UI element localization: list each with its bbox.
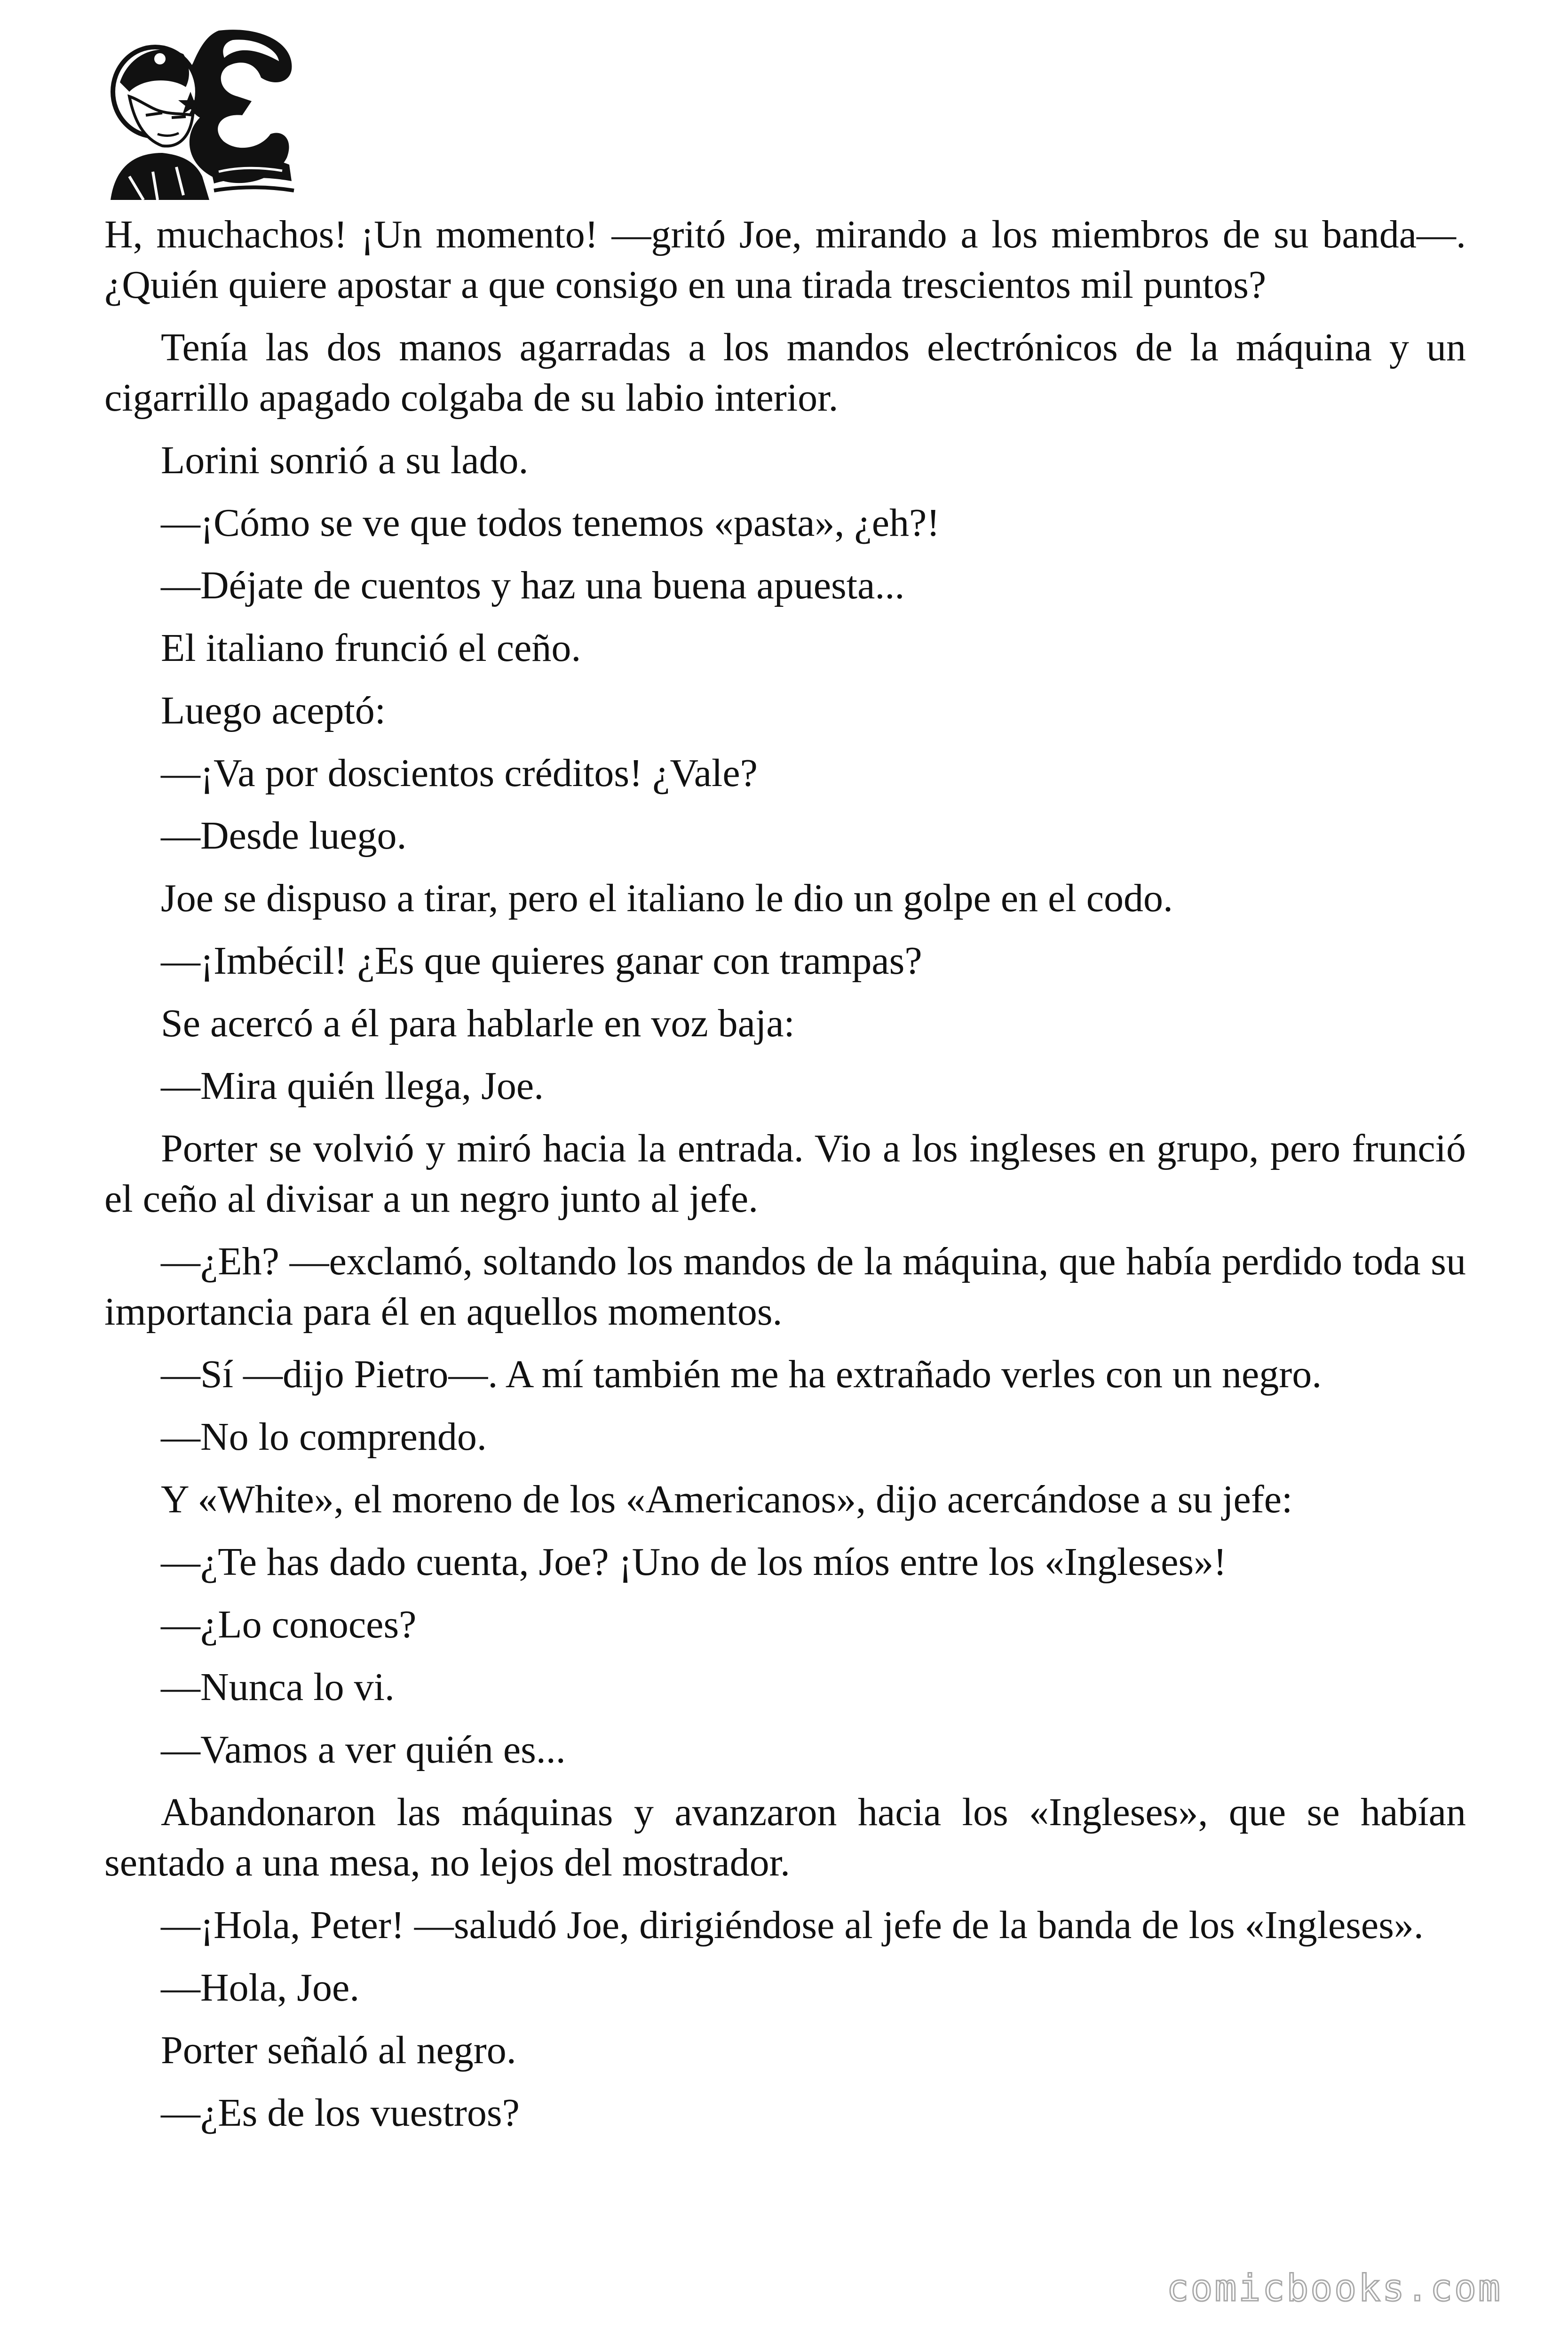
- paragraph: Luego aceptó:: [161, 689, 386, 732]
- paragraph: —¿Lo conoces?: [161, 1603, 417, 1646]
- paragraph: El italiano frunció el ceño.: [161, 626, 581, 670]
- body-text: [104, 209, 1466, 2150]
- paragraph: —Hola, Joe.: [161, 1966, 360, 2010]
- paragraph: Lorini sonrió a su lado.: [161, 438, 529, 482]
- paragraph: —Déjate de cuentos y haz una buena apuesta...: [161, 564, 905, 607]
- paragraph: —¿Es de los vuestros?: [161, 2091, 520, 2135]
- paragraph: —Nunca lo vi.: [161, 1665, 395, 1709]
- paragraph: Porter señaló al negro.: [161, 2028, 516, 2072]
- drop-cap-illustration: [101, 21, 299, 202]
- paragraph: —¿Eh? —exclamó, soltando los mandos de la máquina, que había perdido toda su importancia para él en aquellos momentos.: [104, 1240, 1466, 1334]
- paragraph: Y «White», el moreno de los «Americanos», dijo acercándose a su jefe:: [161, 1478, 1293, 1521]
- paragraph: —Sí —dijo Pietro—. A mí también me ha extrañado verles con un negro.: [161, 1352, 1322, 1396]
- paragraph: —Vamos a ver quién es...: [161, 1728, 566, 1772]
- paragraph: —¡Imbécil! ¿Es que quieres ganar con trampas?: [161, 939, 922, 983]
- paragraph: Joe se dispuso a tirar, pero el italiano le dio un golpe en el codo.: [161, 876, 1173, 920]
- paragraph: —Desde luego.: [161, 814, 407, 858]
- paragraph: Abandonaron las máquinas y avanzaron hacia los «Ingleses», que se habían sentado a una mesa, no lejos del mostrador.: [104, 1790, 1466, 1884]
- paragraph: —¡Va por doscientos créditos! ¿Vale?: [161, 751, 758, 795]
- paragraph: H, muchachos! ¡Un momento! —gritó Joe, mirando a los miembros de su banda—. ¿Quién quiere apostar a que consigo en una tirada trescientos mil puntos?: [104, 213, 1466, 307]
- paragraph: —¡Cómo se ve que todos tenemos «pasta», ¿eh?!: [161, 501, 940, 545]
- watermark: comicbooks.com: [1166, 2267, 1502, 2310]
- paragraph: Porter se volvió y miró hacia la entrada. Vio a los ingleses en grupo, pero frunció el ceño al divisar a un negro junto al jefe.: [104, 1127, 1466, 1221]
- paragraph: —Mira quién llega, Joe.: [161, 1064, 544, 1108]
- paragraph: Se acercó a él para hablarle en voz baja:: [161, 1001, 795, 1045]
- paragraph: —¡Hola, Peter! —saludó Joe, dirigiéndose al jefe de la banda de los «Ingleses».: [161, 1903, 1424, 1947]
- paragraph: —¿Te has dado cuenta, Joe? ¡Uno de los míos entre los «Ingleses»!: [161, 1540, 1227, 1584]
- paragraph: Tenía las dos manos agarradas a los mandos electrónicos de la máquina y un cigarrillo apagado colgaba de su labio interior.: [104, 326, 1466, 420]
- paragraph: —No lo comprendo.: [161, 1415, 487, 1459]
- pilot-helmet-drop-cap-icon: [101, 21, 299, 202]
